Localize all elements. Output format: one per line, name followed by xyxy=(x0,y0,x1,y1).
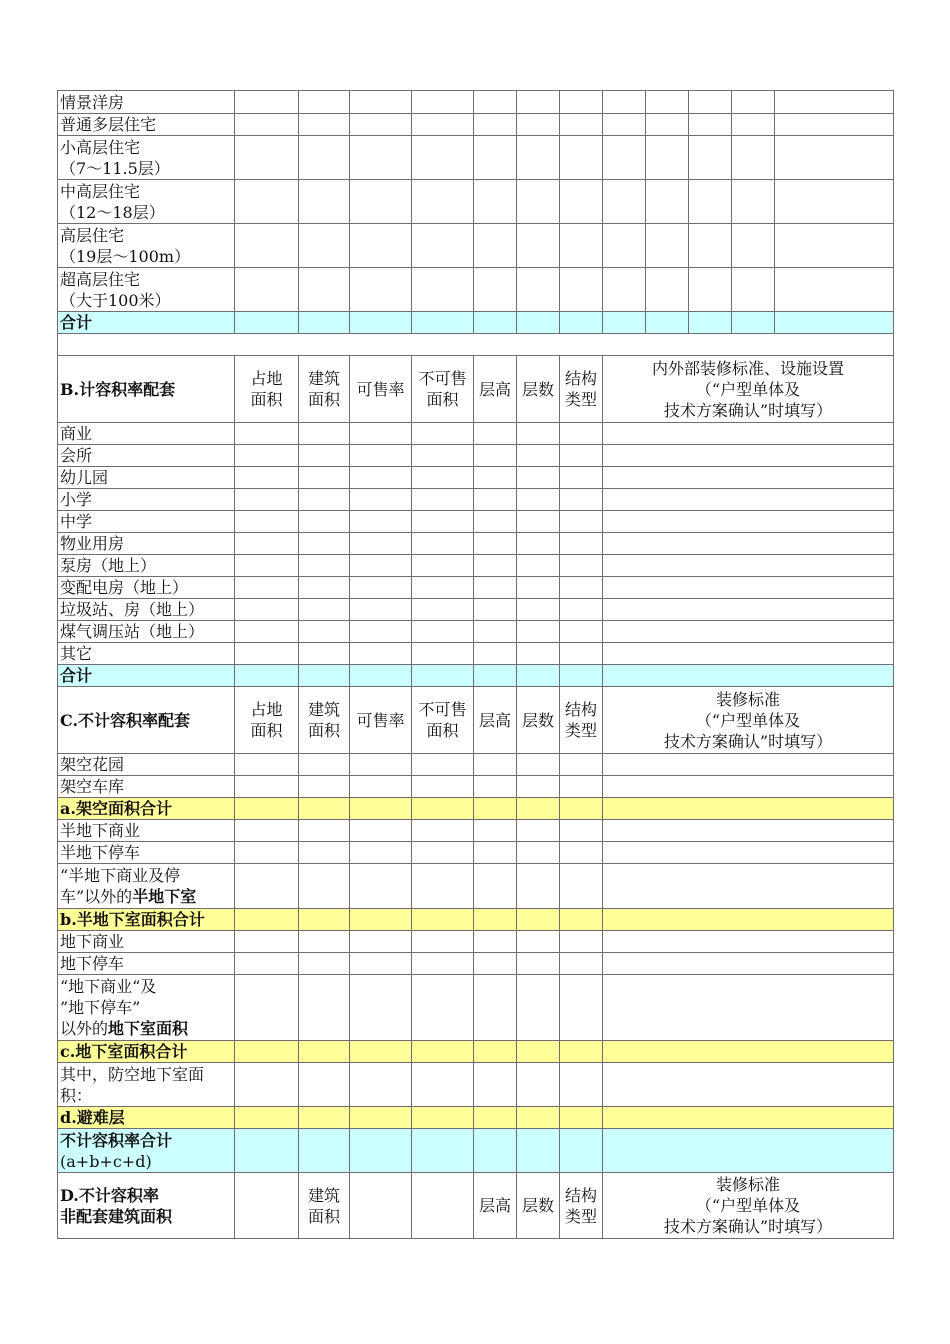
table-row xyxy=(58,754,894,776)
total-row xyxy=(58,312,894,334)
subtotal-row xyxy=(58,1107,894,1129)
table-row xyxy=(58,91,894,114)
area-table xyxy=(57,90,894,1239)
table-row xyxy=(58,1063,894,1107)
subtotal-label: c.地下室面积合计 xyxy=(58,1041,235,1063)
table-row xyxy=(58,445,894,467)
table-row xyxy=(58,489,894,511)
table-row xyxy=(58,621,894,643)
total-label: 合计 xyxy=(58,312,235,334)
col-decoration: 装修标准 （“户型单体及 技术方案确认”时填写） xyxy=(603,1173,894,1239)
row-label: 半地下停车 xyxy=(58,842,235,864)
table-row xyxy=(58,953,894,975)
col-floor-height: 层高 xyxy=(474,356,517,423)
col-decoration: 内外部装修标准、设施设置 （“户型单体及 技术方案确认”时填写） xyxy=(603,356,894,423)
col-build-area: 建筑 面积 xyxy=(299,1173,350,1239)
table-row xyxy=(58,864,894,909)
row-label: 会所 xyxy=(58,445,235,467)
row-label: 地下商业 xyxy=(58,931,235,953)
col-floors: 层数 xyxy=(517,356,560,423)
col-decoration: 装修标准 （“户型单体及 技术方案确认”时填写） xyxy=(603,687,894,754)
col-floors: 层数 xyxy=(517,687,560,754)
col-structure: 结构 类型 xyxy=(560,356,603,423)
section-title: D.不计容积率 非配套建筑面积 xyxy=(58,1173,235,1239)
row-label: 半地下商业 xyxy=(58,820,235,842)
subtotal-label: b.半地下室面积合计 xyxy=(58,909,235,931)
subtotal-row xyxy=(58,798,894,820)
row-label: 变配电房（地上） xyxy=(58,577,235,599)
col-unsell-area: 不可售 面积 xyxy=(412,356,474,423)
subtotal-label: a.架空面积合计 xyxy=(58,798,235,820)
section-d-header xyxy=(58,1173,894,1239)
table-row xyxy=(58,533,894,555)
spacer-row xyxy=(58,334,894,356)
col-build-area: 建筑 面积 xyxy=(299,687,350,754)
row-label: 小高层住宅 （7～11.5层） xyxy=(58,136,235,180)
row-label: 高层住宅 （19层～100m） xyxy=(58,224,235,268)
col-land-area: 占地 面积 xyxy=(235,687,299,754)
col-unsell-area: 不可售 面积 xyxy=(412,687,474,754)
row-label: 物业用房 xyxy=(58,533,235,555)
table-row xyxy=(58,776,894,798)
row-label: 煤气调压站（地上） xyxy=(58,621,235,643)
table-row xyxy=(58,931,894,953)
subtotal-label: d.避难层 xyxy=(58,1107,235,1129)
section-b-header xyxy=(58,356,894,423)
row-label: 其中，防空地下室面 积： xyxy=(58,1063,235,1107)
table-row xyxy=(58,555,894,577)
table-row xyxy=(58,224,894,268)
row-label: 架空花园 xyxy=(58,754,235,776)
section-c-header xyxy=(58,687,894,754)
table-row xyxy=(58,643,894,665)
col-sell-rate: 可售率 xyxy=(350,687,412,754)
col-structure: 结构 类型 xyxy=(560,687,603,754)
table-row xyxy=(58,268,894,312)
table-row xyxy=(58,842,894,864)
col-land-area: 占地 面积 xyxy=(235,356,299,423)
row-label: 超高层住宅 （大于100米） xyxy=(58,268,235,312)
section-title: B.计容积率配套 xyxy=(58,356,235,423)
table-row xyxy=(58,180,894,224)
row-label: 架空车库 xyxy=(58,776,235,798)
table-row xyxy=(58,975,894,1041)
col-floors: 层数 xyxy=(517,1173,560,1239)
row-label: 幼儿园 xyxy=(58,467,235,489)
table-row xyxy=(58,820,894,842)
table-row xyxy=(58,423,894,445)
row-label: “半地下商业及停 车”以外的半地下室 xyxy=(58,864,235,909)
col-floor-height: 层高 xyxy=(474,1173,517,1239)
col-build-area: 建筑 面积 xyxy=(299,356,350,423)
section-title: C.不计容积率配套 xyxy=(58,687,235,754)
table-row xyxy=(58,467,894,489)
row-label: 小学 xyxy=(58,489,235,511)
subtotal-row xyxy=(58,909,894,931)
table-row xyxy=(58,511,894,533)
subtotal-row xyxy=(58,1041,894,1063)
total-row xyxy=(58,665,894,687)
row-label: 其它 xyxy=(58,643,235,665)
table-row xyxy=(58,577,894,599)
table-row xyxy=(58,136,894,180)
col-structure: 结构 类型 xyxy=(560,1173,603,1239)
row-label: 中高层住宅 （12～18层） xyxy=(58,180,235,224)
row-label: 地下停车 xyxy=(58,953,235,975)
row-label: 泵房（地上） xyxy=(58,555,235,577)
total-label: 不计容积率合计 (a+b+c+d) xyxy=(58,1129,235,1173)
col-floor-height: 层高 xyxy=(474,687,517,754)
row-label: 中学 xyxy=(58,511,235,533)
col-sell-rate: 可售率 xyxy=(350,356,412,423)
total-row xyxy=(58,1129,894,1173)
row-label: 普通多层住宅 xyxy=(58,114,235,136)
table-row xyxy=(58,114,894,136)
row-label: 情景洋房 xyxy=(58,91,235,114)
total-label: 合计 xyxy=(58,665,235,687)
table-row xyxy=(58,599,894,621)
row-label: “地下商业“及 ”地下停车” 以外的地下室面积 xyxy=(58,975,235,1041)
row-label: 商业 xyxy=(58,423,235,445)
row-label: 垃圾站、房（地上） xyxy=(58,599,235,621)
